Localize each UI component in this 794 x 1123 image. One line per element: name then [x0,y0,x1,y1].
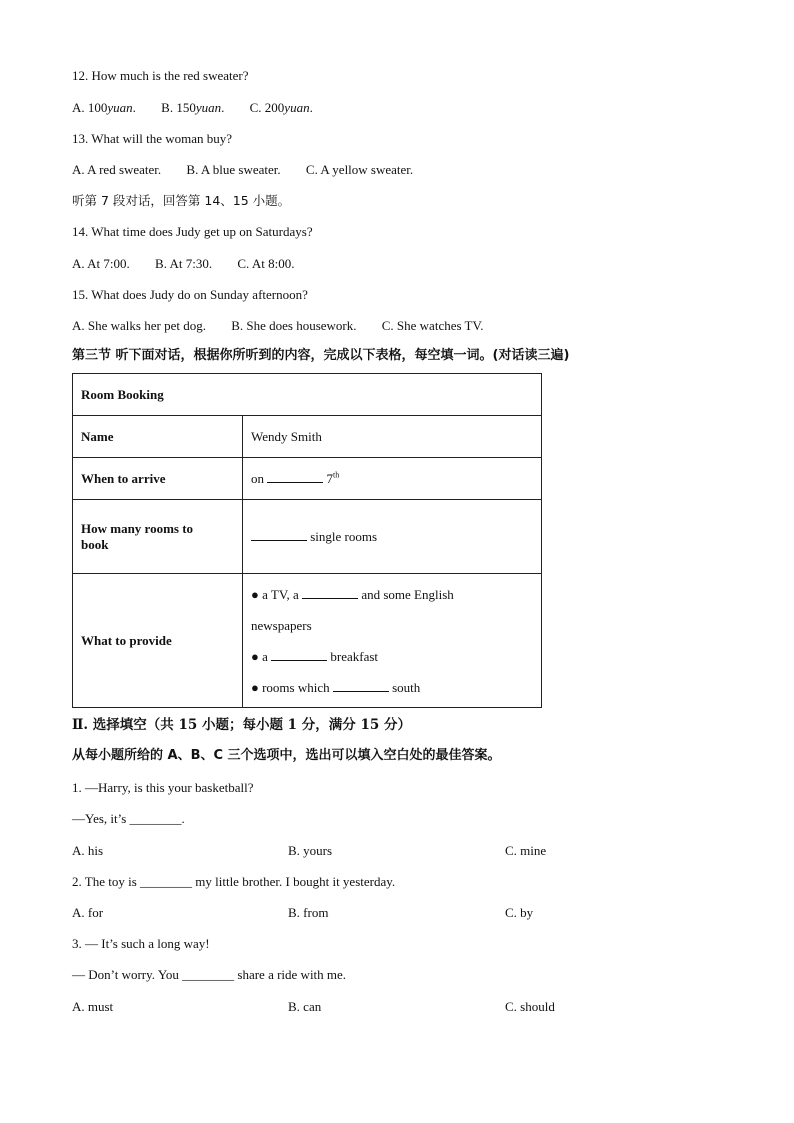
option-a[interactable]: A. She walks her pet dog. [72,318,206,333]
mc-1-option-b[interactable]: B. yours [288,843,333,858]
option-b[interactable]: B. 150yuan. [161,100,225,115]
provide-item-1-cont: newspapers [251,617,312,633]
mc-2-option-c[interactable]: C. by [505,905,534,920]
section-2-heading: Ⅱ. 选择填空（共 15 小题；每小题 1 分，满分 15 分） [72,717,411,733]
question-15: 15. What does Judy do on Sunday afternoon? [72,287,308,302]
mc-question-2-line-1: 2. The toy is ________ my little brother. I bought it yesterday. [72,874,396,889]
provide-item-1: ● a TV, a and some English [251,586,454,602]
option-a[interactable]: A. At 7:00. [72,256,130,271]
blank-room-direction[interactable] [333,679,389,692]
provide-cell [243,574,542,708]
question-14-options [72,256,294,272]
blank-room-count[interactable] [251,528,307,541]
mc-question-1-line-1: 1. —Harry, is this your basketball? [72,780,254,795]
rooms-cell: single rooms [243,500,542,574]
blank-arrive-month[interactable] [267,470,323,483]
mc-2-option-b[interactable]: B. from [288,905,329,920]
mc-1-option-a[interactable]: A. his [72,843,104,858]
option-a[interactable]: A. 100yuan. [72,100,136,115]
question-13: 13. What will the woman buy? [72,131,233,146]
mc-3-option-a[interactable]: A. must [72,999,114,1014]
option-c[interactable]: C. A yellow sweater. [305,162,414,177]
mc-3-option-b[interactable]: B. can [288,999,322,1014]
question-13-options [72,162,413,178]
section-3-heading: 第三节 听下面对话，根据你所听到的内容，完成以下表格，每空填一词。(对话读三遍) [72,348,570,363]
mc-question-3-line-1: 3. — It’s such a long way! [72,936,210,951]
mc-question-3-line-2: — Don’t worry. You ________ share a ride with me. [72,967,347,982]
option-b[interactable]: B. At 7:30. [155,256,213,271]
table-title: Room Booking [73,374,542,416]
question-12-options [72,100,313,116]
provide-label: What to provide [73,574,243,708]
arrive-label: When to arrive [73,458,243,500]
mc-3-option-c[interactable]: C. should [505,999,555,1014]
option-c[interactable]: C. At 8:00. [237,256,295,271]
option-c[interactable]: C. She watches TV. [381,318,484,333]
room-booking-table [72,373,542,708]
listening-instruction: 听第 7 段对话，回答第 14、15 小题。 [72,193,291,208]
question-15-options [72,318,483,334]
provide-item-2: ● a breakfast [251,648,379,664]
question-14: 14. What time does Judy get up on Saturdays? [72,224,313,239]
option-a[interactable]: A. A red sweater. [72,162,162,177]
blank-provide-item[interactable] [302,586,358,599]
blank-breakfast-type[interactable] [271,648,327,661]
mc-2-option-a[interactable]: A. for [72,905,104,920]
option-b[interactable]: B. She does housework. [231,318,357,333]
name-value: Wendy Smith [243,416,542,458]
question-12: 12. How much is the red sweater? [72,68,249,83]
name-label: Name [73,416,243,458]
option-b[interactable]: B. A blue sweater. [186,162,281,177]
provide-item-3: ● rooms which south [251,679,421,695]
option-c[interactable]: C. 200yuan. [249,100,313,115]
arrive-cell: on 7th [243,458,542,500]
rooms-label: How many rooms to book [73,500,243,574]
mc-question-1-line-2: —Yes, it’s ________. [72,811,185,826]
section-2-instruction: 从每小题所给的 A、B、C 三个选项中，选出可以填入空白处的最佳答案。 [72,748,501,763]
mc-1-option-c[interactable]: C. mine [505,843,547,858]
